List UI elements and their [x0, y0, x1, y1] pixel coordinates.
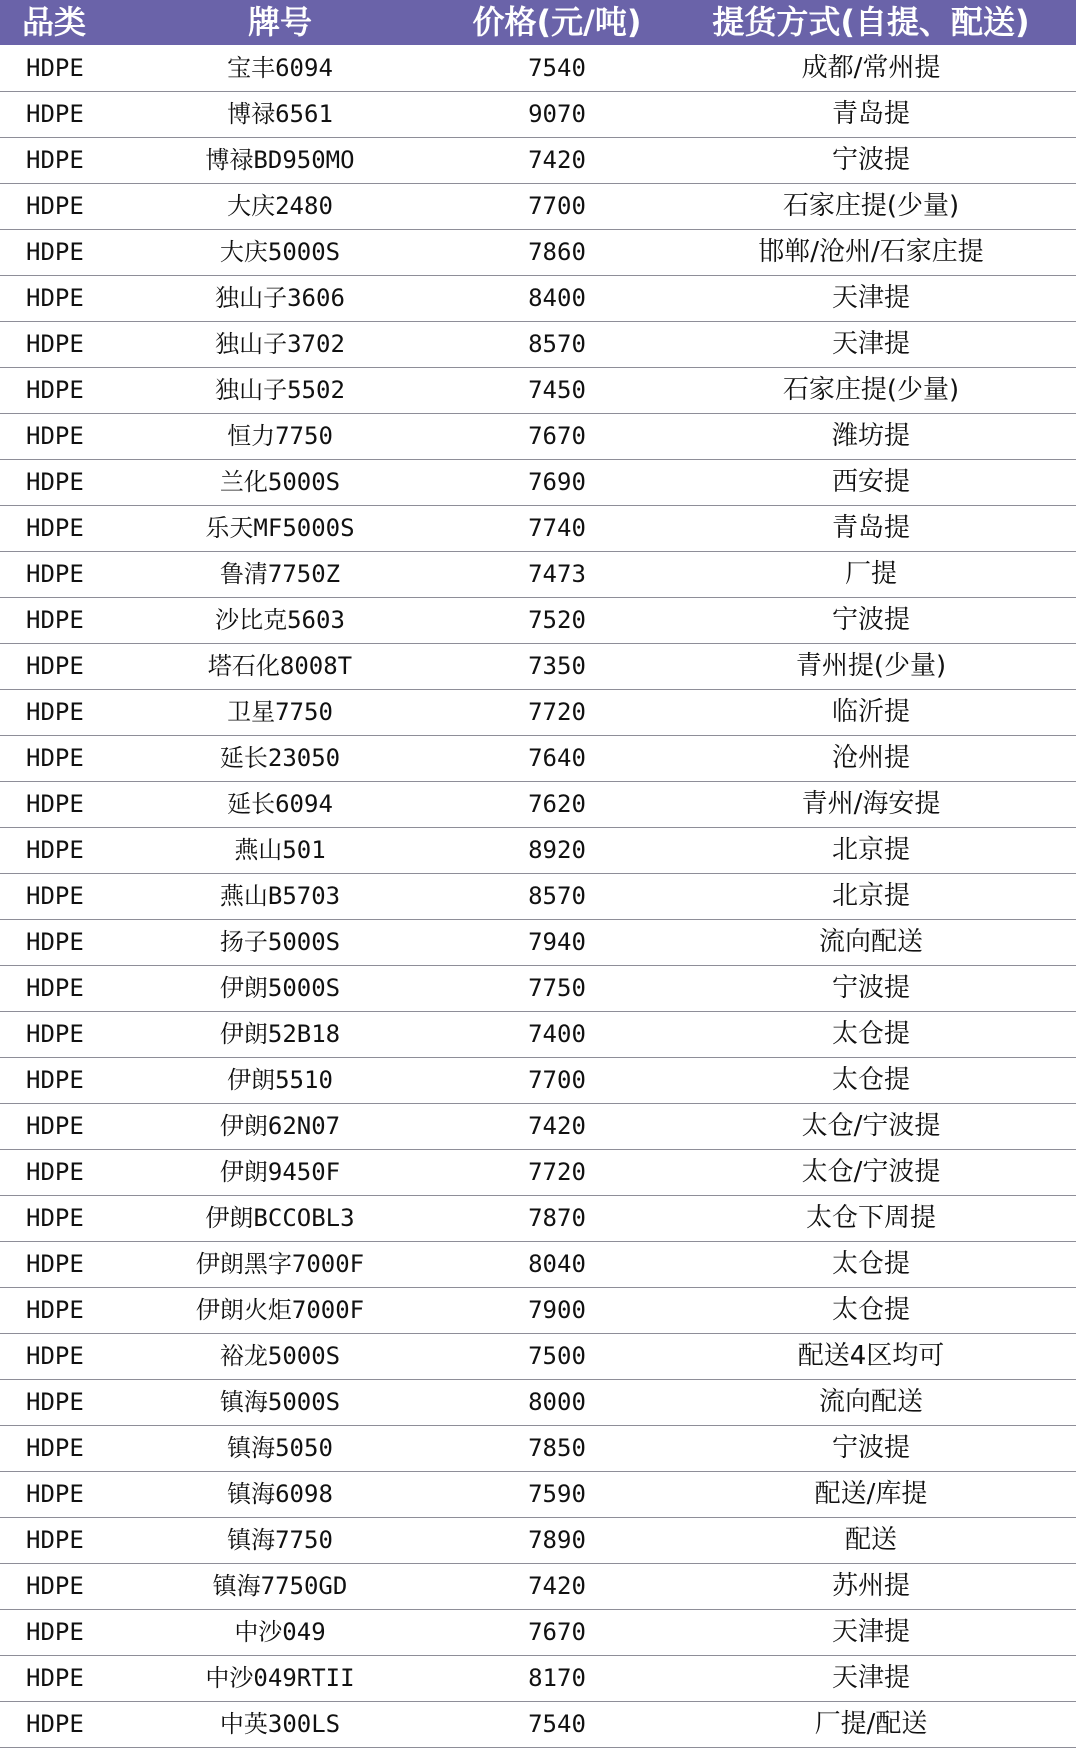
cell-brand: 伊朗9450F [112, 1149, 448, 1195]
cell-brand: 卫星7750 [112, 689, 448, 735]
cell-price: 7420 [448, 1103, 666, 1149]
cell-price: 7720 [448, 1149, 666, 1195]
cell-price: 7740 [448, 505, 666, 551]
cell-delivery: 流向配送 [666, 1379, 1076, 1425]
cell-delivery: 天津提 [666, 1609, 1076, 1655]
cell-delivery: 北京提 [666, 873, 1076, 919]
table-row [0, 1655, 1076, 1701]
cell-price: 7750 [448, 965, 666, 1011]
header-brand: 牌号 [247, 3, 312, 41]
cell-category: HDPE [0, 781, 112, 827]
table-row [0, 1149, 1076, 1195]
cell-delivery: 成都/常州提 [666, 45, 1076, 91]
cell-price: 7420 [448, 137, 666, 183]
cell-category: HDPE [0, 183, 112, 229]
cell-category: HDPE [0, 413, 112, 459]
cell-price: 7350 [448, 643, 666, 689]
cell-delivery: 流向配送 [666, 919, 1076, 965]
cell-delivery: 邯郸/沧州/石家庄提 [666, 229, 1076, 275]
cell-category: HDPE [0, 1563, 112, 1609]
cell-price: 7670 [448, 1609, 666, 1655]
cell-delivery: 太仓/宁波提 [666, 1149, 1076, 1195]
cell-delivery: 宁波提 [666, 597, 1076, 643]
cell-category: HDPE [0, 137, 112, 183]
cell-price: 7473 [448, 551, 666, 597]
table-row [0, 735, 1076, 781]
cell-delivery: 苏州提 [666, 1563, 1076, 1609]
header-price: 价格(元/吨) [472, 3, 642, 41]
cell-category: HDPE [0, 1379, 112, 1425]
table-row [0, 229, 1076, 275]
cell-brand: 镇海7750GD [112, 1563, 448, 1609]
cell-delivery: 天津提 [666, 275, 1076, 321]
cell-brand: 独山子5502 [112, 367, 448, 413]
cell-category: HDPE [0, 1609, 112, 1655]
table-row [0, 137, 1076, 183]
cell-category: HDPE [0, 1333, 112, 1379]
cell-delivery: 宁波提 [666, 137, 1076, 183]
cell-brand: 燕山501 [112, 827, 448, 873]
cell-brand: 伊朗5510 [112, 1057, 448, 1103]
cell-brand: 沙比克5603 [112, 597, 448, 643]
cell-category: HDPE [0, 1057, 112, 1103]
cell-price: 7590 [448, 1471, 666, 1517]
cell-brand: 伊朗5000S [112, 965, 448, 1011]
cell-price: 9070 [448, 91, 666, 137]
cell-category: HDPE [0, 827, 112, 873]
cell-delivery: 天津提 [666, 321, 1076, 367]
cell-price: 7900 [448, 1287, 666, 1333]
cell-category: HDPE [0, 1195, 112, 1241]
table-row [0, 1103, 1076, 1149]
table-row [0, 1425, 1076, 1471]
table-row [0, 1379, 1076, 1425]
cell-brand: 裕龙5000S [112, 1333, 448, 1379]
table-row [0, 321, 1076, 367]
cell-delivery: 天津提 [666, 1655, 1076, 1701]
cell-brand: 燕山B5703 [112, 873, 448, 919]
cell-brand: 延长6094 [112, 781, 448, 827]
table-row [0, 1563, 1076, 1609]
cell-category: HDPE [0, 229, 112, 275]
table-header [0, 0, 1076, 45]
table-row [0, 1333, 1076, 1379]
table-row [0, 1517, 1076, 1563]
cell-brand: 兰化5000S [112, 459, 448, 505]
cell-price: 8040 [448, 1241, 666, 1287]
cell-delivery: 配送 [666, 1517, 1076, 1563]
cell-brand: 博禄BD950MO [112, 137, 448, 183]
table-row [0, 965, 1076, 1011]
cell-brand: 大庆5000S [112, 229, 448, 275]
cell-delivery: 潍坊提 [666, 413, 1076, 459]
cell-category: HDPE [0, 597, 112, 643]
cell-brand: 中英300LS [112, 1701, 448, 1747]
cell-brand: 扬子5000S [112, 919, 448, 965]
table-row [0, 45, 1076, 91]
cell-category: HDPE [0, 643, 112, 689]
cell-category: HDPE [0, 1241, 112, 1287]
table-row [0, 781, 1076, 827]
table-row [0, 275, 1076, 321]
cell-price: 7450 [448, 367, 666, 413]
header-delivery: 提货方式(自提、配送) [712, 3, 1030, 41]
cell-delivery: 太仓提 [666, 1057, 1076, 1103]
table-row [0, 597, 1076, 643]
cell-price: 8000 [448, 1379, 666, 1425]
cell-category: HDPE [0, 551, 112, 597]
cell-brand: 乐天MF5000S [112, 505, 448, 551]
cell-delivery: 太仓提 [666, 1011, 1076, 1057]
cell-category: HDPE [0, 505, 112, 551]
cell-brand: 塔石化8008T [112, 643, 448, 689]
cell-delivery: 宁波提 [666, 965, 1076, 1011]
table-body [0, 45, 1076, 1747]
cell-delivery: 配送4区均可 [666, 1333, 1076, 1379]
cell-category: HDPE [0, 367, 112, 413]
cell-price: 8920 [448, 827, 666, 873]
cell-category: HDPE [0, 689, 112, 735]
cell-price: 7690 [448, 459, 666, 505]
table-row [0, 91, 1076, 137]
cell-category: HDPE [0, 275, 112, 321]
table-row [0, 1701, 1076, 1747]
cell-delivery: 西安提 [666, 459, 1076, 505]
cell-price: 7890 [448, 1517, 666, 1563]
cell-price: 7420 [448, 1563, 666, 1609]
cell-brand: 伊朗黑字7000F [112, 1241, 448, 1287]
cell-category: HDPE [0, 1471, 112, 1517]
cell-price: 7500 [448, 1333, 666, 1379]
cell-brand: 鲁清7750Z [112, 551, 448, 597]
cell-brand: 镇海5050 [112, 1425, 448, 1471]
cell-category: HDPE [0, 45, 112, 91]
cell-delivery: 厂提 [666, 551, 1076, 597]
cell-price: 7700 [448, 183, 666, 229]
cell-category: HDPE [0, 1425, 112, 1471]
cell-category: HDPE [0, 965, 112, 1011]
table-row [0, 1195, 1076, 1241]
cell-price: 7860 [448, 229, 666, 275]
cell-brand: 中沙049RTII [112, 1655, 448, 1701]
cell-delivery: 太仓下周提 [666, 1195, 1076, 1241]
cell-brand: 伊朗52B18 [112, 1011, 448, 1057]
cell-price: 7400 [448, 1011, 666, 1057]
cell-category: HDPE [0, 919, 112, 965]
cell-delivery: 青岛提 [666, 91, 1076, 137]
cell-brand: 伊朗62N07 [112, 1103, 448, 1149]
cell-category: HDPE [0, 735, 112, 781]
table-row [0, 643, 1076, 689]
cell-brand: 独山子3702 [112, 321, 448, 367]
cell-category: HDPE [0, 321, 112, 367]
cell-brand: 镇海6098 [112, 1471, 448, 1517]
table-row [0, 1241, 1076, 1287]
table-row [0, 919, 1076, 965]
cell-delivery: 临沂提 [666, 689, 1076, 735]
table-row [0, 689, 1076, 735]
cell-brand: 宝丰6094 [112, 45, 448, 91]
table-row [0, 1057, 1076, 1103]
cell-category: HDPE [0, 459, 112, 505]
cell-price: 8400 [448, 275, 666, 321]
cell-delivery: 石家庄提(少量) [666, 367, 1076, 413]
cell-category: HDPE [0, 1517, 112, 1563]
table-row [0, 1287, 1076, 1333]
cell-category: HDPE [0, 91, 112, 137]
cell-delivery: 北京提 [666, 827, 1076, 873]
cell-brand: 大庆2480 [112, 183, 448, 229]
table-row [0, 1609, 1076, 1655]
cell-category: HDPE [0, 1655, 112, 1701]
cell-delivery: 配送/库提 [666, 1471, 1076, 1517]
cell-price: 7850 [448, 1425, 666, 1471]
cell-category: HDPE [0, 1011, 112, 1057]
cell-price: 7540 [448, 45, 666, 91]
cell-brand: 独山子3606 [112, 275, 448, 321]
cell-brand: 伊朗BCCOBL3 [112, 1195, 448, 1241]
cell-price: 7700 [448, 1057, 666, 1103]
header-category: 品类 [22, 3, 87, 41]
cell-delivery: 宁波提 [666, 1425, 1076, 1471]
cell-delivery: 青州提(少量) [666, 643, 1076, 689]
cell-brand: 镇海5000S [112, 1379, 448, 1425]
table-row [0, 827, 1076, 873]
cell-brand: 恒力7750 [112, 413, 448, 459]
cell-price: 8570 [448, 321, 666, 367]
cell-price: 7720 [448, 689, 666, 735]
cell-brand: 博禄6561 [112, 91, 448, 137]
cell-price: 7640 [448, 735, 666, 781]
table-row [0, 1011, 1076, 1057]
table-row [0, 873, 1076, 919]
cell-delivery: 太仓提 [666, 1241, 1076, 1287]
table-row [0, 183, 1076, 229]
cell-category: HDPE [0, 1149, 112, 1195]
cell-brand: 伊朗火炬7000F [112, 1287, 448, 1333]
cell-brand: 镇海7750 [112, 1517, 448, 1563]
table-row [0, 413, 1076, 459]
cell-delivery: 青州/海安提 [666, 781, 1076, 827]
cell-delivery: 厂提/配送 [666, 1701, 1076, 1747]
cell-price: 7870 [448, 1195, 666, 1241]
cell-delivery: 太仓/宁波提 [666, 1103, 1076, 1149]
cell-delivery: 青岛提 [666, 505, 1076, 551]
cell-brand: 中沙049 [112, 1609, 448, 1655]
cell-category: HDPE [0, 1287, 112, 1333]
cell-delivery: 太仓提 [666, 1287, 1076, 1333]
cell-price: 7620 [448, 781, 666, 827]
cell-price: 8170 [448, 1655, 666, 1701]
cell-delivery: 沧州提 [666, 735, 1076, 781]
cell-delivery: 石家庄提(少量) [666, 183, 1076, 229]
cell-price: 7670 [448, 413, 666, 459]
table-row [0, 459, 1076, 505]
cell-brand: 延长23050 [112, 735, 448, 781]
header-row [0, 0, 1076, 45]
cell-category: HDPE [0, 873, 112, 919]
cell-price: 8570 [448, 873, 666, 919]
table-row [0, 367, 1076, 413]
table-row [0, 551, 1076, 597]
cell-category: HDPE [0, 1103, 112, 1149]
table-row [0, 1471, 1076, 1517]
cell-price: 7540 [448, 1701, 666, 1747]
cell-price: 7520 [448, 597, 666, 643]
cell-price: 7940 [448, 919, 666, 965]
table-row [0, 505, 1076, 551]
cell-category: HDPE [0, 1701, 112, 1747]
